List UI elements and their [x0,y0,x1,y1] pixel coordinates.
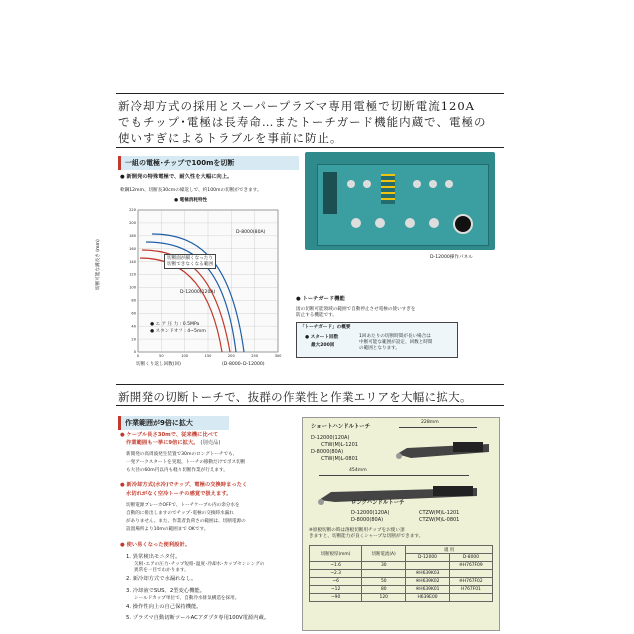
section1-bullet: ● 新開発の特殊電極で、耐久性を大幅に向上。 [120,174,233,180]
short-torch-title: ショートハンドルトーチ [311,424,371,430]
chart-legend1: ● エ ア 圧 力 : 0.5MPa [150,322,200,327]
short-m1b: CTW(M)L-1201 [321,442,358,448]
section1-bullet-text: 新開発の特殊電極で、耐久性を大幅に向上。 [126,174,233,180]
th-group: 適 用 [406,546,493,554]
s2-b2-text2: がありません。また、作業者負荷さの範囲は、切断電源の [126,519,246,524]
th-thickness: 切断板厚(mm) [310,546,362,562]
table-cell: ※H639K02 [406,578,450,586]
table-cell: 120 [362,594,406,602]
table-cell [449,594,492,602]
torch-guard-row2: 最大200回 [311,343,335,348]
table-row [310,570,493,578]
panel-switch2 [375,218,385,228]
y-tick-label: 140 [129,259,136,264]
table-cell: ~6 [310,578,362,586]
panel-switch3 [405,218,415,228]
legend1-text: エ ア 圧 力 : 0.5MPa [155,322,200,327]
panel-caption: D-12000操作パネル [430,255,473,260]
s2-item3: 3. 冷却液でSUS、2型変心機能。 [126,588,205,594]
torch-guard-box-title: 「トーチガード」の概要 [300,325,351,330]
x-tick-label: 300 [274,354,282,358]
s2-b1-text0: 新開発の高周波発生装置で30mのロングトーチでも、 [126,452,238,457]
short-torch-image [393,430,493,466]
table-cell [362,570,406,578]
table-cell: ※H767F02 [449,578,492,586]
s2-item3-sub: シールドカップ単位で、自動冷水排気構造を採用。 [134,596,240,601]
curve2-label: D-12000(120A) [180,290,216,295]
y-tick-label: 40 [131,324,136,329]
headline2-rule [116,405,504,406]
y-tick-label: 160 [129,246,136,251]
y-tick-label: 220 [129,208,136,213]
s2-b2-text1: 自動的に排出しますのでチップ･電極の交換時水漏れ [126,511,234,516]
s2-item1-sub1: 欠相･エアの圧力･チップ短絡･温度･冷却水･カップセンシングの [134,562,265,567]
x-tick-label: 50 [159,354,164,358]
s2-item2: 2. 新冷却方式で水漏れなし。 [126,576,197,582]
s2-b3-text: 使い易くなった便利設計。 [126,542,191,548]
table-cell: ~2.3 [310,570,362,578]
short-m1: D-12000(120A) [311,435,350,441]
torch-guard-desc2: 防止する機能です。 [296,313,337,318]
panel-switch1 [351,218,361,228]
table-cell: ~1.6 [310,562,362,570]
s2-b2-text0: 切断電源ブレーカOFFで、トーチケーブル内の余分水を [126,503,240,508]
panel-dial4 [429,180,437,188]
s2-item1-sub2: 異常を一目でわかります。 [134,568,189,573]
y-tick-label: 180 [129,234,136,239]
section1-title: 一組の電極･チップで100mを切断 [118,156,299,170]
long-m2b: CTZW(M)L-0801 [419,517,460,523]
long-torch-title: ロングハンドルトーチ [351,500,405,506]
panel-meter [323,172,337,214]
table-header-row [310,546,493,554]
table-cell [406,562,450,570]
x-tick-label: 250 [251,354,259,358]
curve1-label: D-8000(80A) [236,230,266,235]
s2-b1c-text: (別売品) [200,440,221,446]
th-d8000: D-8000 [449,554,492,562]
panel-dial1 [347,180,355,188]
x-tick-label: 150 [204,354,212,358]
long-m1: D-12000(120A) [351,510,390,516]
y-tick-label: 0 [133,350,136,355]
headline2-top-rule [116,384,504,385]
chart-xlabel: 切断くり返し回数(回) [136,362,181,367]
panel-dial2 [363,180,371,188]
table-row [310,586,493,594]
s2-b2-text3: 設置場所より10mの範囲まで OKです。 [126,527,209,532]
spec-table [309,545,493,602]
th-d12000: D-12000 [406,554,450,562]
s2-b3: ● 使い易くなった便利設計。 [120,542,191,548]
torch-guard-title: ● トーチガード機能 [296,296,345,302]
legend2-text: スタンドオフ : 4~5mm [155,329,206,334]
torch-guard-rowdesc3: の範囲となります。 [359,346,400,351]
s2-item1: 1. 異常検出モニタ付。 [126,554,181,560]
table-row [310,594,493,602]
y-tick-label: 60 [131,311,136,316]
long-m1b: CTZW(M)L-1201 [419,510,460,516]
s2-item4: 4. 操作性向上の自己保持機能。 [126,604,202,610]
th-current: 切断電流(A) [362,546,406,562]
headline-line1: 新冷却方式の採用とスーパープラズマ専用電極で切断電流120A [118,99,475,113]
torch-note2: きますと、切断能力が良くシャープな切断ができます。 [309,534,424,539]
headline-line2: でもチップ･電極は長寿命…またトーチガード機能内蔵で、電極の [118,115,487,129]
panel-knob [453,214,473,234]
table-cell: H767F01 [449,586,492,594]
y-tick-label: 120 [129,272,136,277]
s2-b2b: 水切れがなく空冷トーチの感覚で扱えます。 [126,491,232,497]
chart-title: ● 電極消耗特性 [174,198,208,203]
x-tick-label: 0 [136,354,140,358]
torch-panel [302,417,500,631]
operation-panel [305,152,495,250]
torch-guard-box [296,322,458,358]
short-m2: D-8000(80A) [311,449,344,455]
torch-guard-rowdesc2: 中断可能な範囲が設定、回数と時間 [359,340,433,345]
chart-ylabel: 切断可能な溝長さ (mm) [96,239,101,290]
chart-xnote: (D-8000･D-12000) [222,362,265,367]
s2-item5: 5. プラズマ自動切断ツールACアダプタ専用100V電源内蔵。 [126,615,270,621]
x-tick-label: 100 [181,354,189,358]
table-cell: 80 [362,586,406,594]
chart-note1: 切断面が細くなったり [167,256,213,261]
s2-b1-text1: 一発アークスタートを実現。トーチの移動だけでポス切断 [126,460,246,465]
panel-switch4 [429,218,439,228]
s2-b2a-text: 新冷却方式(水冷)でチップ、電極の交換時まったく [126,482,248,488]
table-cell: ※H639K01 [406,586,450,594]
panel-dial3 [413,180,421,188]
torch-guard-desc1: 図の切断可能領域の範囲で自動停止させ電極の使いすぎを [296,307,416,312]
s2-b1a: ● ケーブル長さ30mで、従来機に比べて [120,432,219,438]
chart-note-box [164,254,216,269]
s2-b2a: ● 新冷却方式(水冷)でチップ、電極の交換時まったく [120,482,248,488]
table-cell [449,570,492,578]
top-rule [116,93,504,94]
row1-label: スタート回数 [310,335,339,340]
y-tick-label: 200 [129,221,136,226]
torch-guard-row1: ● スタート回数 [305,335,339,340]
dim-454: 454mm [349,468,367,473]
chart-note2: 切断できなくなる範囲 [167,261,213,267]
headline-line3: 使いすぎによるトラブルを事前に防止。 [118,131,343,145]
y-tick-label: 80 [131,298,136,303]
torch-note1: ※原板切断の時は溶板切断用チップをお使い頂 [309,528,405,533]
headline2: 新開発の切断トーチで、抜群の作業性と作業エリアを大幅に拡大。 [118,390,472,404]
dim-228-line [399,427,477,428]
panel-dial5 [445,180,453,188]
table-cell: H639E00 [406,594,450,602]
s2-b1a-text: ケーブル長さ30mで、従来機に比べて [126,432,219,438]
s2-b1-text2: も大径の60m円以内も軽々切断作業が行えます。 [126,468,228,473]
long-m2: D-8000(80A) [351,517,384,523]
panel-leds [381,174,395,204]
table-cell: 50 [362,578,406,586]
chart-title-text: 電極消耗特性 [179,198,208,203]
table-row [310,578,493,586]
table-row [310,562,493,570]
torch-guard-title-text: トーチガード機能 [302,296,345,302]
short-m2b: CTW(M)L-0801 [321,456,358,462]
section2-title: 作業範囲が9倍に拡大 [118,416,229,430]
s2-b1b [126,440,220,447]
table-cell: ~12 [310,586,362,594]
y-tick-label: 20 [131,337,136,342]
dim-228: 228mm [421,420,439,425]
torch-guard-rowdesc1: 1回あたりの切断時間が長い場合は [359,334,431,339]
section1-note: 軟鋼12mm、切断長30cmの繰返しで、約100mの切断ができます。 [120,188,262,193]
table-cell: ※H767F09 [449,562,492,570]
chart-legend2: ● スタンドオフ : 4~5mm [150,329,206,334]
table-cell: ~90 [310,594,362,602]
x-tick-label: 200 [227,354,235,358]
table-cell: ※H639K03 [406,570,450,578]
headline-rule [116,147,504,148]
s2-b1b-text: 作業範囲も一挙に9倍に拡大。 [126,440,199,446]
y-tick-label: 100 [129,285,136,290]
table-cell: 30 [362,562,406,570]
